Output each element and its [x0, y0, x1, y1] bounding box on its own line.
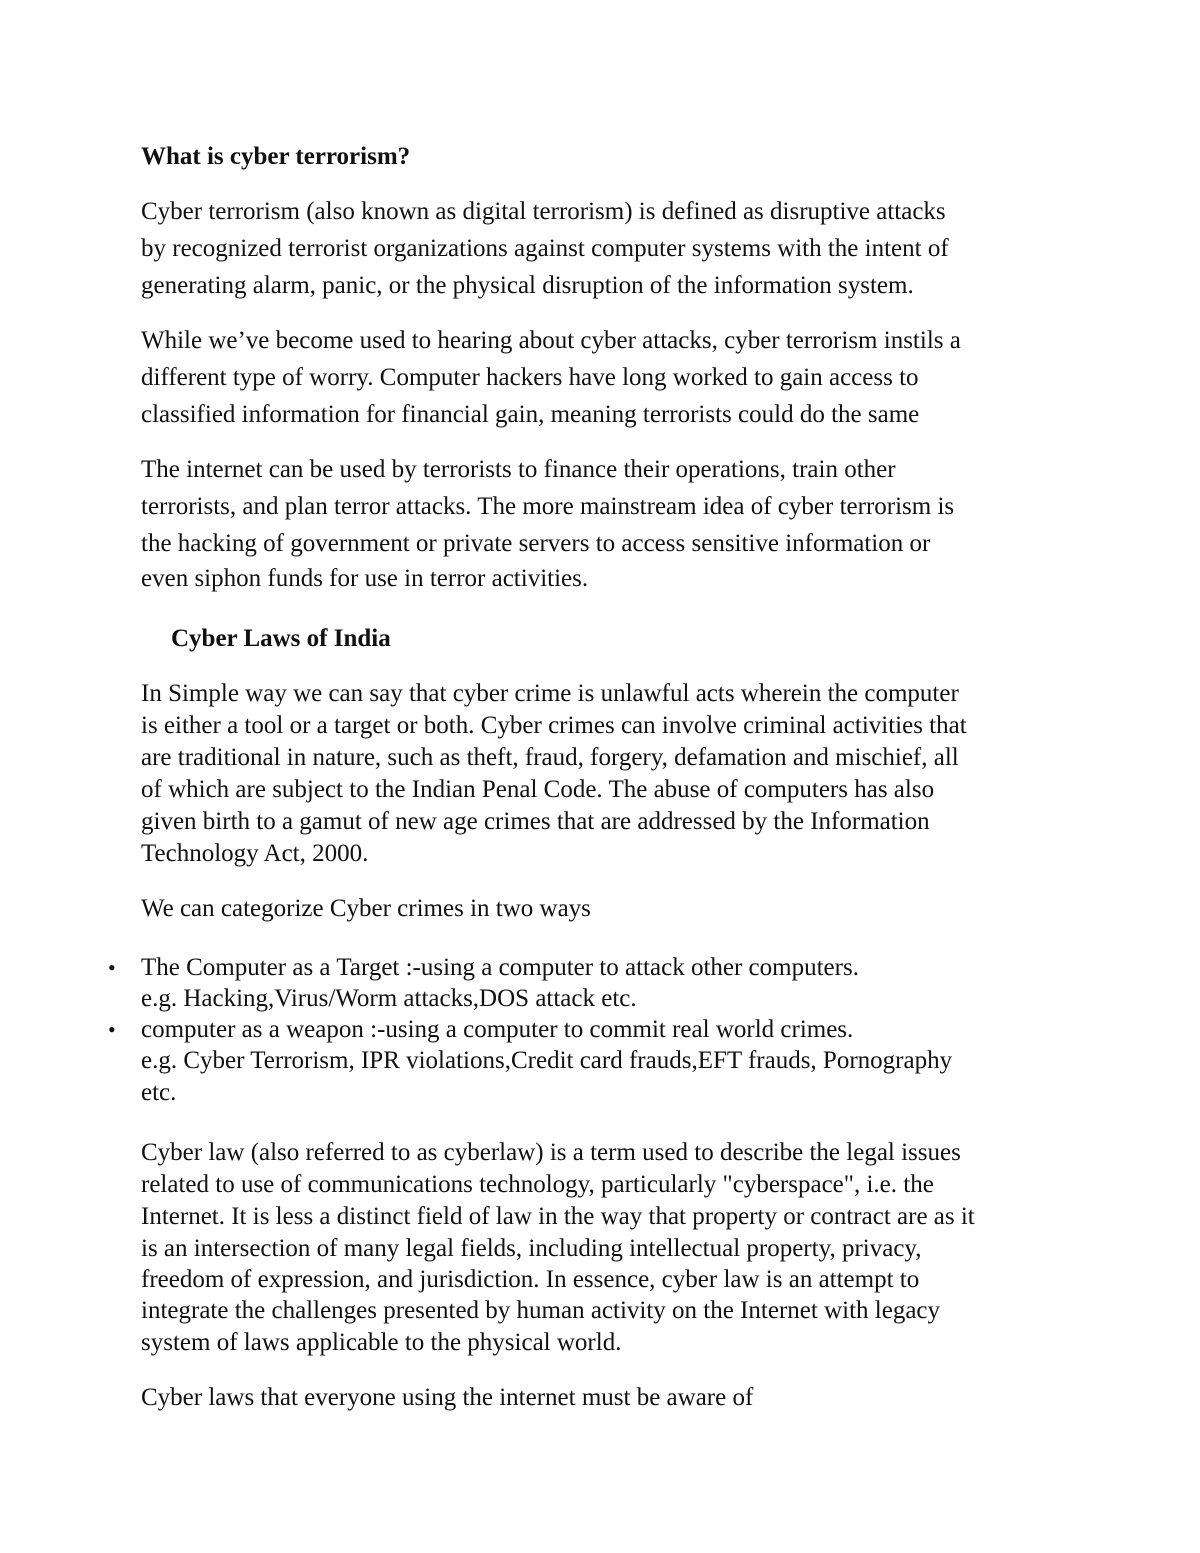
list-item-line: e.g. Cyber Terrorism, IPR violations,Credit card frauds,EFT frauds, Pornography	[141, 1047, 953, 1074]
paragraph-line: The internet can be used by terrorists to finance their operations, train other	[141, 456, 896, 483]
paragraph-line: Cyber law (also referred to as cyberlaw) is a term used to describe the legal issues	[141, 1139, 961, 1166]
paragraph-line: are traditional in nature, such as theft, fraud, forgery, defamation and mischief, all	[141, 744, 959, 771]
paragraph-line: related to use of communications technology, particularly "cyberspace", i.e. the	[141, 1171, 934, 1198]
paragraph-line: is either a tool or a target or both. Cyber crimes can involve criminal activities that	[141, 712, 967, 739]
paragraph-line: even siphon funds for use in terror activities.	[141, 565, 589, 592]
list-item-line: e.g. Hacking,Virus/Worm attacks,DOS attack etc.	[141, 985, 637, 1012]
list-item-line: computer as a weapon :-using a computer to commit real world crimes.	[141, 1016, 854, 1043]
paragraph-line: Technology Act, 2000.	[141, 840, 369, 867]
heading-cyber-laws-of-india: Cyber Laws of India	[171, 625, 391, 652]
paragraph-line: the hacking of government or private servers to access sensitive information or	[141, 530, 931, 557]
paragraph-line: We can categorize Cyber crimes in two ways	[141, 895, 591, 922]
paragraph-line: different type of worry. Computer hackers have long worked to gain access to	[141, 364, 919, 391]
bullet-icon: •	[108, 1017, 116, 1042]
bullet-icon: •	[108, 955, 116, 980]
paragraph-line: generating alarm, panic, or the physical disruption of the information system.	[141, 272, 914, 299]
paragraph-line: terrorists, and plan terror attacks. The more mainstream idea of cyber terrorism is	[141, 493, 955, 520]
list-item-line: The Computer as a Target :-using a computer to attack other computers.	[141, 954, 859, 981]
paragraph-line: is an intersection of many legal fields, including intellectual property, privacy,	[141, 1235, 922, 1262]
paragraph-line: Cyber terrorism (also known as digital terrorism) is defined as disruptive attacks	[141, 198, 946, 225]
paragraph-line: freedom of expression, and jurisdiction. In essence, cyber law is an attempt to	[141, 1266, 920, 1293]
paragraph-line: system of laws applicable to the physical world.	[141, 1329, 622, 1356]
paragraph-line: of which are subject to the Indian Penal Code. The abuse of computers has also	[141, 776, 935, 803]
paragraph-line: integrate the challenges presented by human activity on the Internet with legacy	[141, 1297, 941, 1324]
paragraph-line: In Simple way we can say that cyber crime is unlawful acts wherein the computer	[141, 680, 959, 707]
paragraph-line: Cyber laws that everyone using the internet must be aware of	[141, 1384, 754, 1411]
paragraph-line: While we’ve become used to hearing about cyber attacks, cyber terrorism instils a	[141, 327, 961, 354]
paragraph-line: given birth to a gamut of new age crimes that are addressed by the Information	[141, 808, 930, 835]
paragraph-line: classified information for financial gain, meaning terrorists could do the same	[141, 401, 920, 428]
paragraph-line: by recognized terrorist organizations against computer systems with the intent of	[141, 235, 949, 262]
heading-cyber-terrorism: What is cyber terrorism?	[141, 143, 411, 170]
list-item-line: etc.	[141, 1079, 177, 1106]
paragraph-line: Internet. It is less a distinct field of law in the way that property or contract are as it	[141, 1203, 975, 1230]
